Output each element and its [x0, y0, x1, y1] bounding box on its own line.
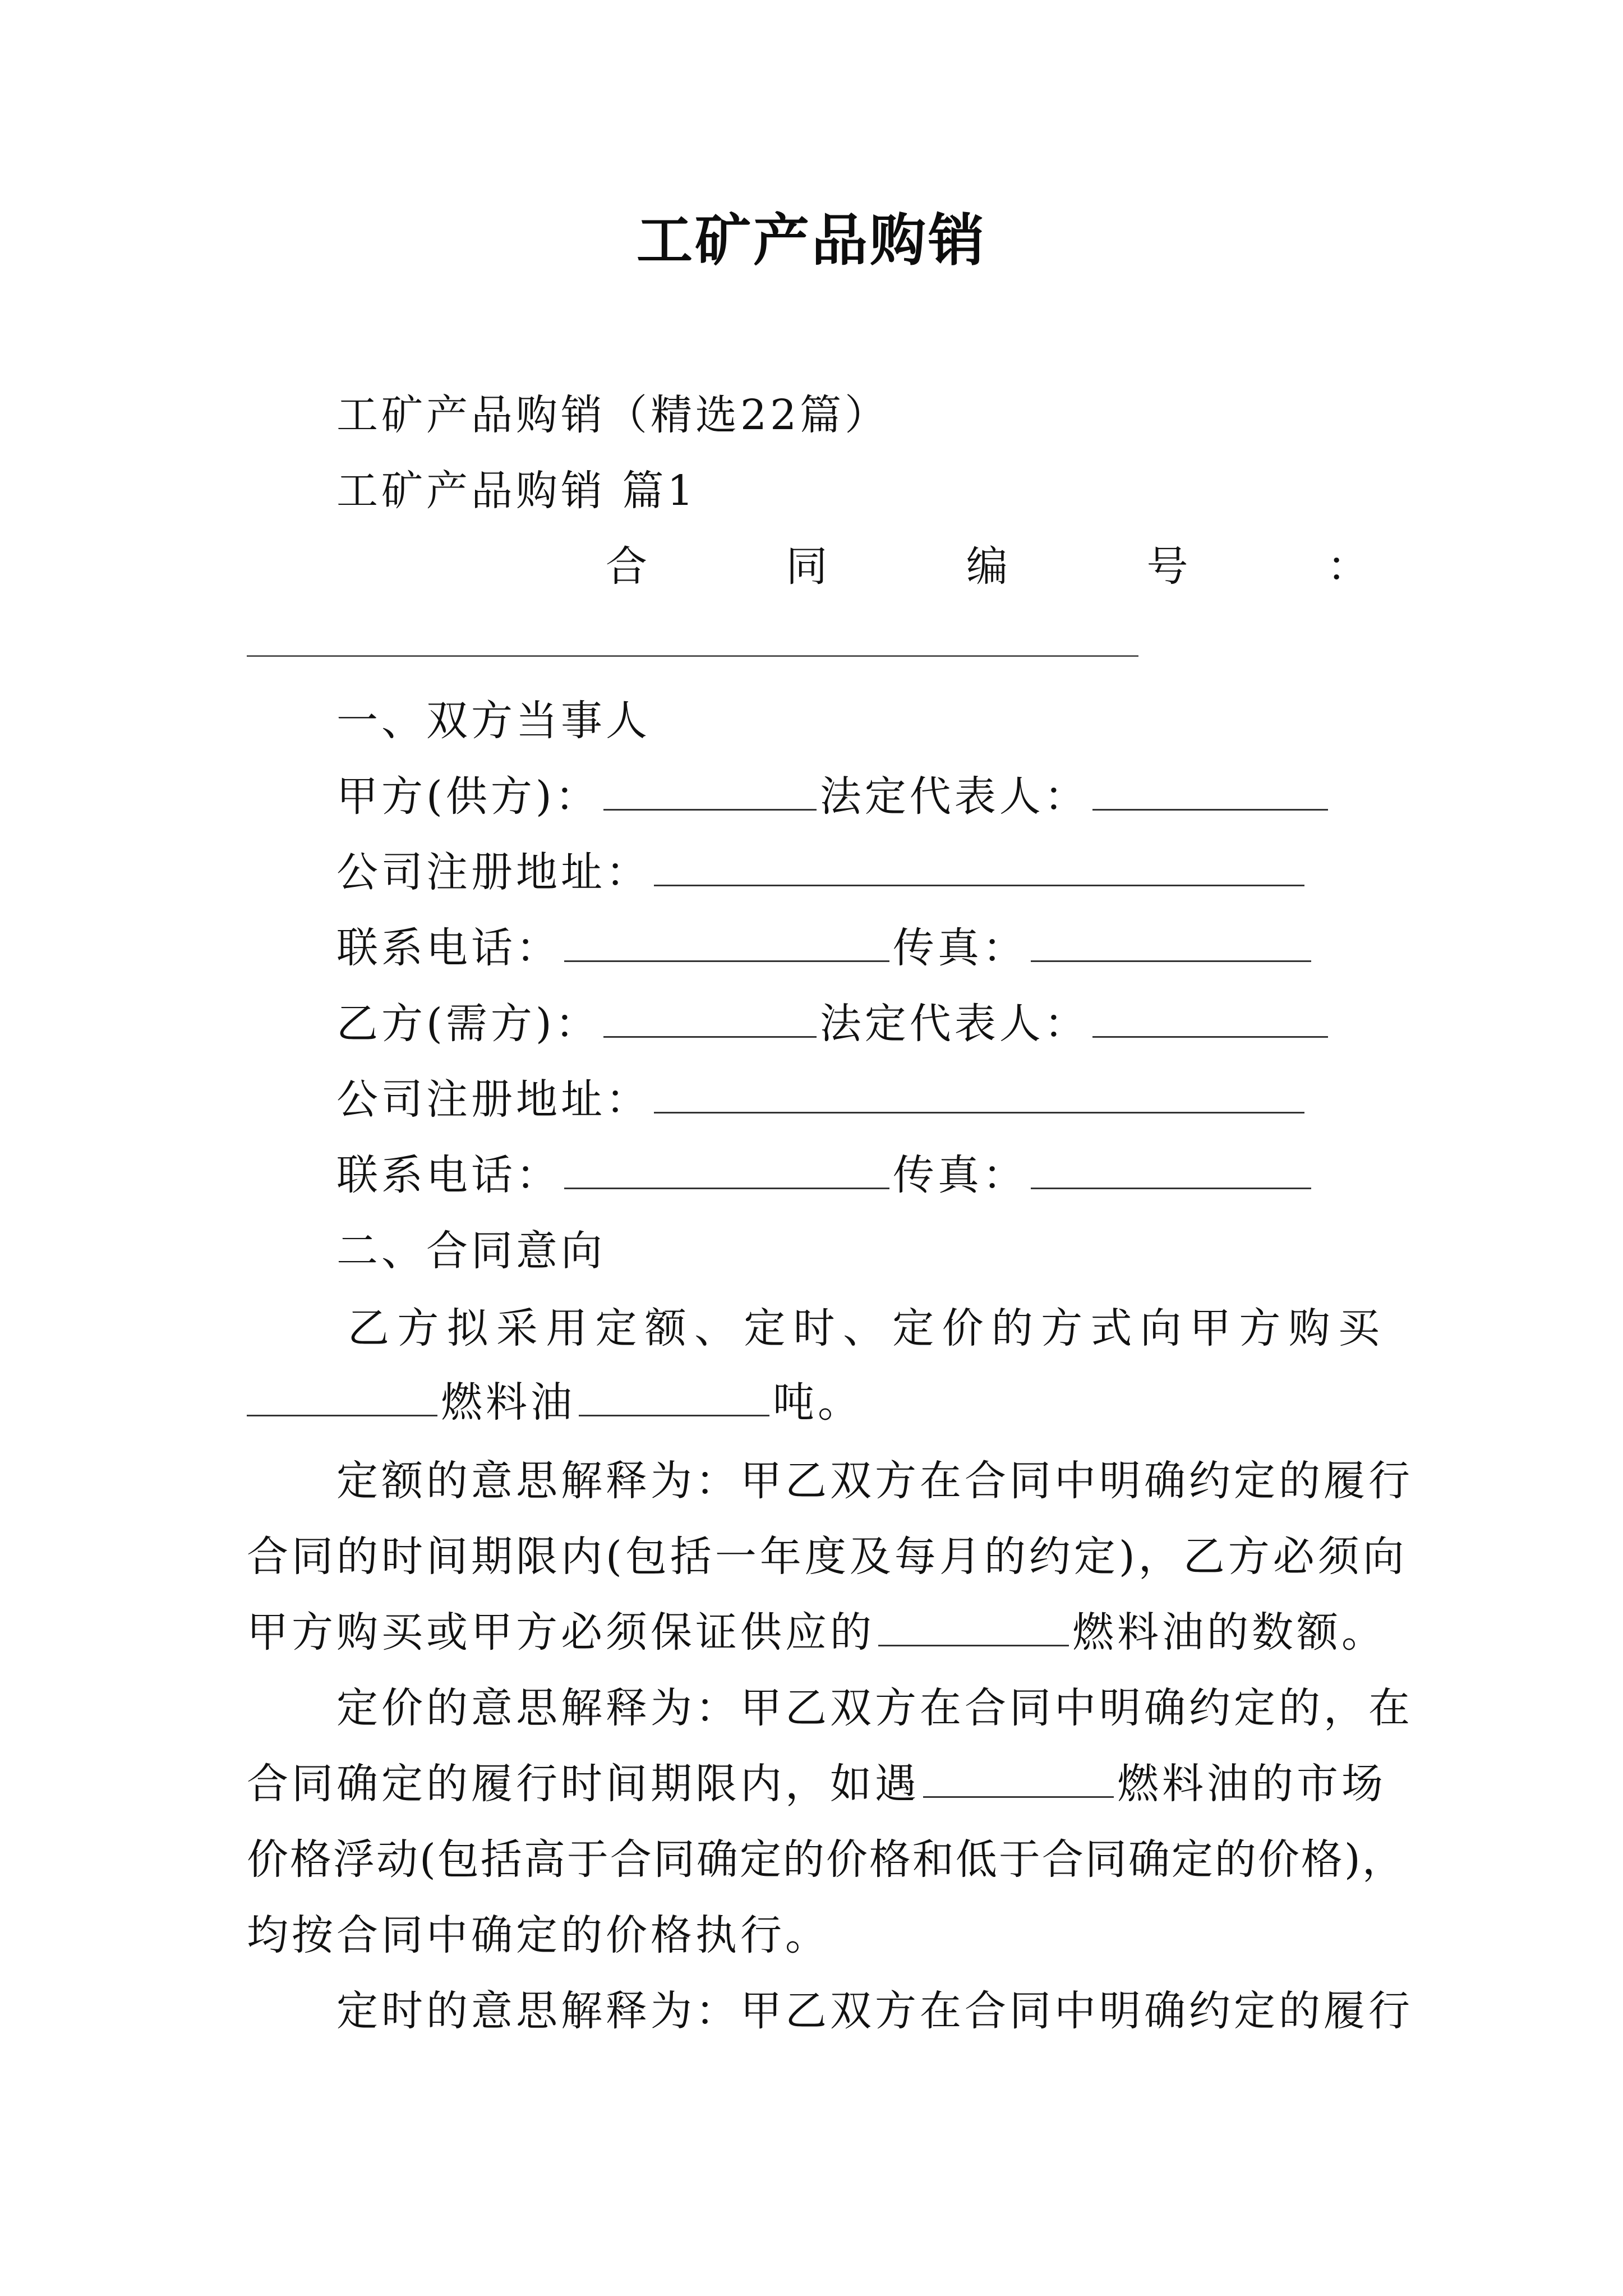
price-line-1: 定价的意思解释为：甲乙双方在合同中明确约定的，在 [336, 1684, 1413, 1732]
phone-blank-a [564, 921, 889, 962]
contract-number-char: 编 [966, 542, 1008, 591]
intent-char: 向 [1140, 1304, 1182, 1352]
intent-char: 、 [842, 1304, 884, 1352]
quota-line-3-end: 燃料油的数额。 [1072, 1608, 1386, 1657]
intent-char: 、 [694, 1304, 736, 1352]
contract-number-char: ： [1327, 542, 1368, 591]
time-line-1: 定时的意思解释为：甲乙双方在合同中明确约定的履行 [336, 1987, 1413, 2035]
address-blank-b [654, 1073, 1304, 1114]
address-blank-a [654, 845, 1304, 886]
phone-blank-b [564, 1148, 889, 1189]
quota-line-3 [247, 1604, 1386, 1660]
intent-char: 的 [991, 1304, 1033, 1352]
legal-rep-label-a: 法定代表人： [819, 772, 1089, 821]
fax-blank-a [1031, 921, 1311, 962]
address-label-a: 公司注册地址： [336, 848, 651, 896]
intent-line-1 [348, 1300, 1380, 1356]
quota-line-3-start: 甲方购买或甲方必须保证供应的 [247, 1608, 875, 1657]
phone-row-b [336, 1147, 1315, 1203]
party-b-blank [603, 997, 817, 1038]
quota-line-2: 合同的时间期限内(包括一年度及每月的约定)，乙方必须向 [247, 1533, 1408, 1581]
section1-heading: 一、双方当事人 [336, 697, 651, 745]
contract-number-char: 同 [786, 542, 828, 591]
address-label-b: 公司注册地址： [336, 1075, 651, 1124]
intent-char: 定 [744, 1304, 786, 1352]
party-b-label: 乙方(需方)： [336, 1000, 600, 1048]
price-line-4: 均按合同中确定的价格执行。 [247, 1911, 830, 1959]
address-row-b [336, 1071, 1308, 1128]
intent-char: 时 [793, 1304, 835, 1352]
intent-char: 定 [892, 1304, 934, 1352]
legal-rep-label-b: 法定代表人： [819, 1000, 1089, 1048]
intent-char: 乙 [348, 1304, 389, 1352]
section2-heading: 二、合同意向 [336, 1227, 606, 1275]
intent-char: 方 [1041, 1304, 1083, 1352]
intent-char: 拟 [446, 1304, 488, 1352]
intent-char: 用 [546, 1304, 588, 1352]
phone-row-a [336, 920, 1315, 976]
phone-label-a: 联系电话： [336, 924, 561, 972]
fax-label-a: 传真： [893, 924, 1027, 972]
contract-number-char: 合 [606, 542, 647, 591]
price-line-3: 价格浮动(包括高于合同确定的价格和低于合同确定的价格)， [247, 1835, 1405, 1884]
price-line-2 [247, 1756, 1386, 1812]
intent-char: 方 [397, 1304, 439, 1352]
intent-line-2 [247, 1374, 863, 1430]
party-a-row [336, 769, 1331, 825]
legal-rep-blank-a [1092, 770, 1328, 811]
intent-char: 购 [1288, 1304, 1330, 1352]
phone-label-b: 联系电话： [336, 1151, 561, 1199]
address-row-a [336, 844, 1308, 900]
party-a-blank [603, 770, 817, 811]
intent-char: 定 [595, 1304, 637, 1352]
price-line-2-end: 燃料油的市场 [1117, 1760, 1386, 1808]
quota-line-1: 定额的意思解释为：甲乙双方在合同中明确约定的履行 [336, 1457, 1413, 1505]
intent-ton-label: 吨。 [773, 1378, 863, 1427]
fax-label-b: 传真： [893, 1151, 1027, 1199]
intent-char: 甲 [1189, 1304, 1232, 1352]
article-heading: 工矿产品购销 篇1 [336, 467, 697, 515]
intent-blank-2 [579, 1375, 769, 1416]
intent-blank-1 [247, 1375, 437, 1416]
intent-char: 买 [1338, 1304, 1380, 1352]
contract-number-blank [247, 655, 1138, 657]
fax-blank-b [1031, 1148, 1311, 1189]
intent-char: 价 [942, 1304, 984, 1352]
quota-blank [878, 1605, 1069, 1646]
contract-number-char: 号 [1146, 542, 1188, 591]
price-blank [923, 1757, 1114, 1798]
intent-char: 额 [644, 1304, 686, 1352]
document-subtitle: 工矿产品购销（精选22篇） [336, 391, 890, 439]
intent-char: 式 [1090, 1304, 1132, 1352]
contract-number-label [606, 539, 1368, 595]
price-line-2-start: 合同确定的履行时间期限内，如遇 [247, 1760, 920, 1808]
intent-char: 方 [1239, 1304, 1281, 1352]
party-a-label: 甲方(供方)： [336, 772, 600, 821]
party-b-row [336, 996, 1331, 1052]
intent-fuel-label: 燃料油 [441, 1378, 575, 1427]
legal-rep-blank-b [1092, 997, 1328, 1038]
document-title: 工矿产品购销 [637, 207, 986, 273]
intent-char: 采 [496, 1304, 538, 1352]
